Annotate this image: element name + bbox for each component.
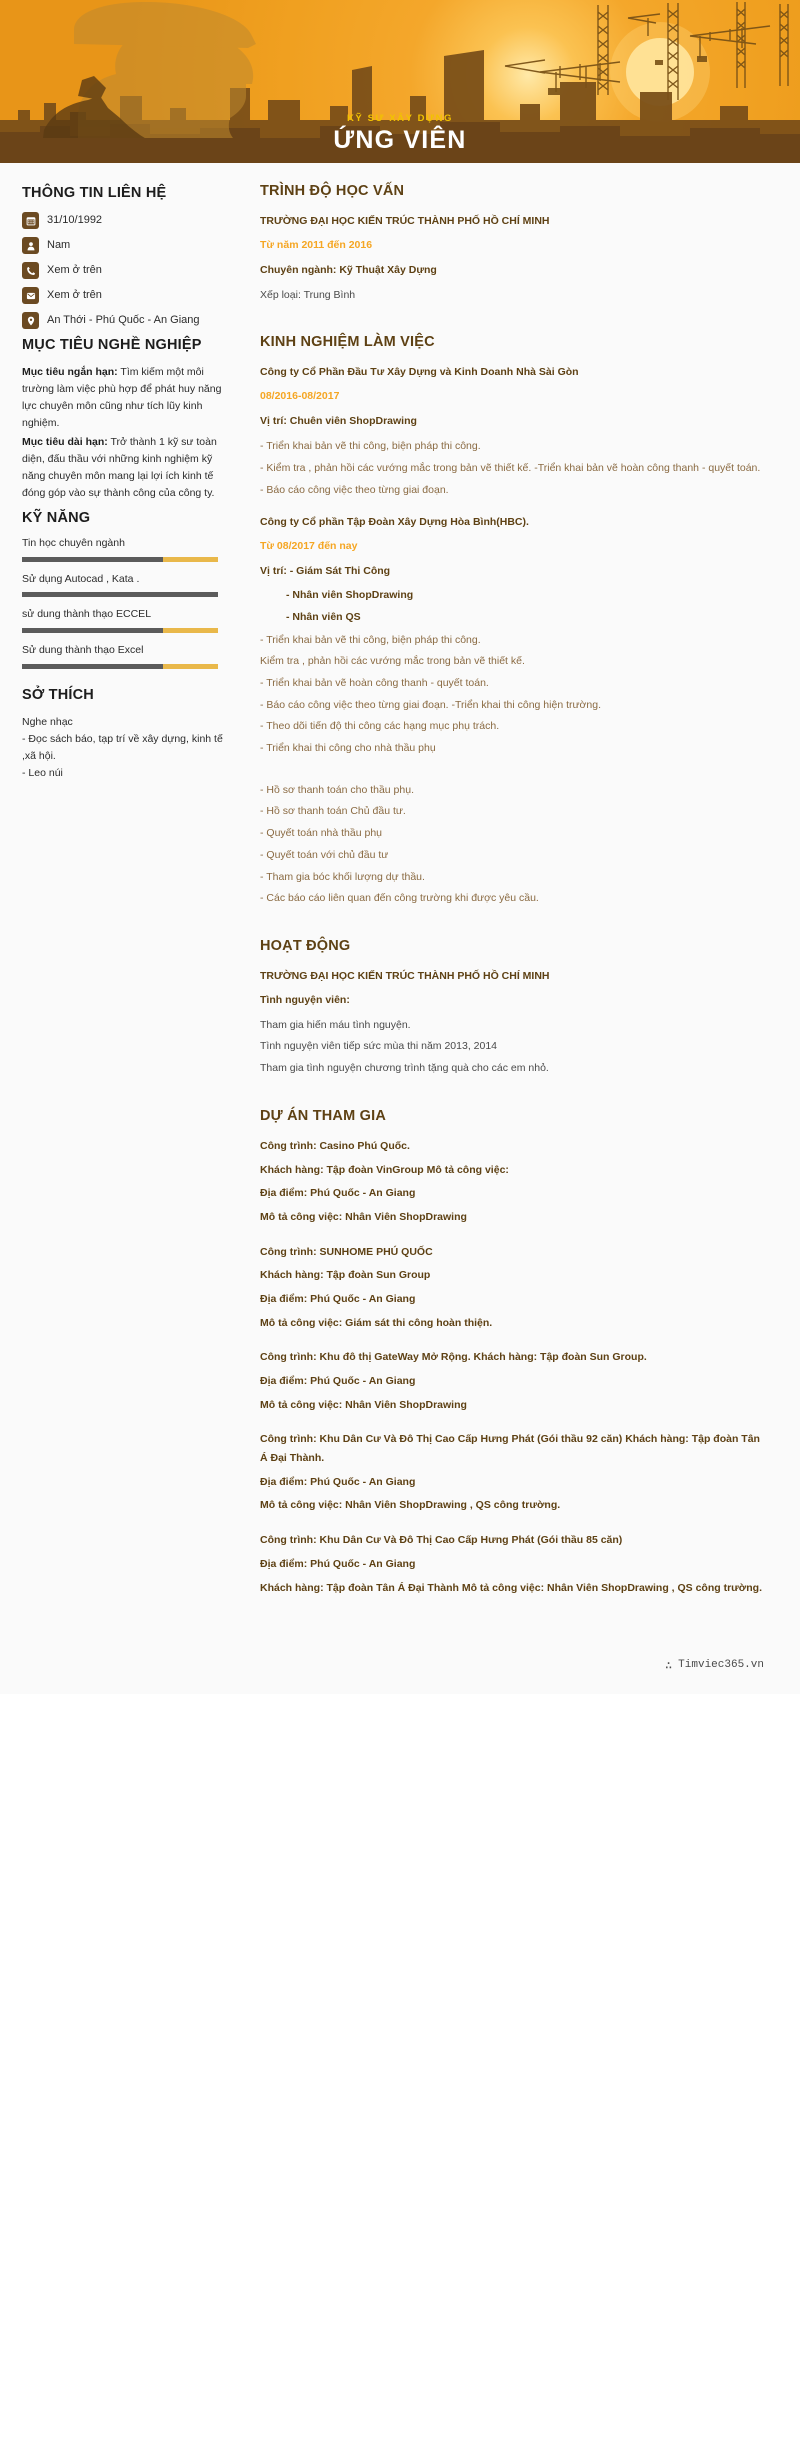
- experience-duty: - Quyết toán với chủ đầu tư: [260, 848, 389, 861]
- project-line: Địa điểm: Phú Quốc - An Giang: [260, 1557, 416, 1570]
- hobby-heading: SỞ THÍCH: [22, 686, 94, 703]
- skill-progress-bar: [22, 628, 218, 633]
- project-line: Công trình: Khu đô thị GateWay Mở Rộng. Khách hàng: Tập đoàn Sun Group.: [260, 1351, 647, 1364]
- skill-progress-fill: [22, 557, 163, 562]
- phone-icon: [22, 262, 39, 279]
- hobby-line: - Đọc sách báo, tạp trí về xây dựng, kinh tế ,xã hội.: [22, 732, 223, 762]
- project-line: Công trình: Casino Phú Quốc.: [260, 1139, 410, 1152]
- project-line: Địa điểm: Phú Quốc - An Giang: [260, 1375, 416, 1388]
- project-line: Mô tả công việc: Nhân Viên ShopDrawing: [260, 1398, 467, 1411]
- contact-item-birthdate: [22, 212, 234, 229]
- skill-label: Sử dung thành thạo Excel: [22, 643, 144, 656]
- contact-heading: THÔNG TIN LIÊN HỆ: [22, 185, 167, 201]
- objective-long: [22, 434, 234, 502]
- education-period: Từ năm 2011 đến 2016: [260, 239, 373, 252]
- hero-title-block: [0, 113, 800, 153]
- activities-line: Tham gia hiến máu tình nguyện.: [260, 1018, 411, 1031]
- skill-label: Sử dụng Autocad , Kata .: [22, 572, 140, 585]
- project-item: [260, 1531, 766, 1597]
- experience-sub-position: - Nhân viên QS: [286, 610, 361, 623]
- project-line: Mô tả công việc: Nhân Viên ShopDrawing: [260, 1210, 467, 1223]
- skill-progress-fill: [22, 592, 218, 597]
- experience-duty: - Kiểm tra , phản hồi các vướng mắc trong bản vẽ thiết kế. -Triển khai bản vẽ hoàn công thanh - quyết toán.: [260, 461, 761, 474]
- project-line: Mô tả công việc: Nhân Viên ShopDrawing , QS công trường.: [260, 1499, 561, 1512]
- skill-progress-bar: [22, 664, 218, 669]
- experience-duty: Kiểm tra , phản hồi các vướng mắc trong bản vẽ thiết kế.: [260, 655, 525, 668]
- skill-item: [22, 537, 234, 562]
- skill-item: [22, 608, 234, 633]
- skill-label: sử dung thành thạo ECCEL: [22, 608, 152, 621]
- project-line: Địa điểm: Phú Quốc - An Giang: [260, 1292, 416, 1305]
- skills-heading: KỸ NĂNG: [22, 510, 91, 526]
- skill-progress-bar: [22, 592, 218, 597]
- experience-item: [260, 513, 766, 908]
- objective-short-text: Tìm kiếm một môi trường làm việc phù hợp để phát huy năng lực chuyên môn cũng như tích lũy kinh nghiệm.: [22, 366, 222, 429]
- project-line: Khách hàng: Tập đoàn Tân Á Đại Thành Mô tả công việc: Nhân Viên ShopDrawing , QS công trường.: [260, 1581, 762, 1594]
- skill-progress-bar: [22, 557, 218, 562]
- contact-item-address: [22, 312, 234, 329]
- experience-duty: - Triển khai bản vẽ thi công, biện pháp thi công.: [260, 440, 481, 453]
- experience-sub-position: - Nhân viên ShopDrawing: [286, 588, 414, 601]
- skill-item: [22, 644, 234, 669]
- skill-item: [22, 573, 234, 598]
- activities-line: Tình nguyện viên tiếp sức mùa thi năm 2013, 2014: [260, 1040, 498, 1053]
- skill-progress-fill: [22, 664, 163, 669]
- objective-short: [22, 364, 234, 432]
- experience-duty: - Báo cáo công việc theo từng giai đoạn.: [260, 483, 449, 496]
- project-line: Công trình: SUNHOME PHÚ QUỐC: [260, 1245, 433, 1258]
- hero-banner: [0, 0, 800, 163]
- objective-short-label: Mục tiêu ngắn hạn:: [22, 366, 118, 378]
- cv-content: [0, 163, 800, 1636]
- hobby-line: Nghe nhạc: [22, 715, 73, 728]
- project-line: Mô tả công việc: Giám sát thi công hoàn thiện.: [260, 1316, 493, 1329]
- project-item: [260, 1243, 766, 1333]
- education-heading: TRÌNH ĐỘ HỌC VẤN: [260, 183, 405, 199]
- experience-position: Vị trí: Chuên viên ShopDrawing: [260, 415, 417, 428]
- contact-item-email[interactable]: [22, 287, 234, 304]
- experience-duty: - Quyết toán nhà thầu phụ: [260, 827, 383, 840]
- brand-logo[interactable]: [665, 1658, 764, 1673]
- location-pin-icon: [22, 312, 39, 329]
- education-school: TRƯỜNG ĐẠI HỌC KIẾN TRÚC THÀNH PHỐ HỒ CHÍ MINH: [260, 215, 550, 227]
- experience-period: 08/2016-08/2017: [260, 390, 340, 403]
- contact-item-phone[interactable]: [22, 262, 234, 279]
- page-footer: [0, 1636, 800, 1694]
- experience-position: Vị trí: - Giám Sát Thi Công: [260, 565, 391, 578]
- sidebar-column: [0, 163, 250, 806]
- activities-role: Tình nguyện viên:: [260, 993, 350, 1006]
- experience-duty: - Hồ sơ thanh toán Chủ đầu tư.: [260, 805, 406, 818]
- experience-duty: - Triển khai bản vẽ thi công, biện pháp thi công.: [260, 633, 481, 646]
- project-line: Địa điểm: Phú Quốc - An Giang: [260, 1187, 416, 1200]
- projects-heading: DỰ ÁN THAM GIA: [260, 1107, 386, 1124]
- envelope-icon: [22, 287, 39, 304]
- contact-value: Xem ở trên: [47, 263, 102, 276]
- hero-title: ỨNG VIÊN: [333, 125, 467, 154]
- experience-duty: - Các báo cáo liên quan đến công trường khi được yêu cầu.: [260, 892, 539, 905]
- contact-item-gender: [22, 237, 234, 254]
- activities-organization: TRƯỜNG ĐẠI HỌC KIẾN TRÚC THÀNH PHỐ HỒ CHÍ MINH: [260, 969, 550, 982]
- objective-long-label: Mục tiêu dài hạn:: [22, 436, 108, 448]
- experience-period: Từ 08/2017 đến nay: [260, 540, 358, 553]
- experience-duty: - Báo cáo công việc theo từng giai đoạn. -Triển khai thi công hiện trường.: [260, 698, 601, 711]
- project-line: Công trình: Khu Dân Cư Và Đô Thị Cao Cấp Hưng Phát (Gói thầu 92 căn) Khách hàng: Tập đoàn Tân Á Đại Thành.: [260, 1433, 760, 1465]
- skill-progress-fill: [22, 628, 163, 633]
- hero-subtitle: KỸ SƯ XÂY DỰNG: [346, 112, 454, 124]
- project-item: [260, 1348, 766, 1414]
- contact-value: An Thới - Phú Quốc - An Giang: [47, 313, 200, 326]
- experience-company: Công ty Cổ Phần Đầu Tư Xây Dựng và Kinh Doanh Nhà Sài Gòn: [260, 366, 579, 379]
- experience-company: Công ty Cổ phần Tập Đoàn Xây Dựng Hòa Bình(HBC).: [260, 516, 529, 529]
- experience-item: [260, 363, 766, 499]
- objective-long-text: Trở thành 1 kỹ sư toàn diện, đấu thầu với những kinh nghiệm kỹ năng chuyên môn mang lại lợi ích kinh tế đóng góp vào sự thành công của công ty.: [22, 436, 217, 499]
- brand-name: Timviec365.vn: [678, 1659, 764, 1672]
- hobby-line: - Leo núi: [22, 766, 63, 779]
- education-major: Chuyên ngành: Kỹ Thuật Xây Dựng: [260, 263, 437, 276]
- experience-duty: - Tham gia bóc khối lượng dự thầu.: [260, 870, 425, 883]
- main-column: [250, 163, 800, 1626]
- project-item: [260, 1430, 766, 1515]
- project-line: Công trình: Khu Dân Cư Và Đô Thị Cao Cấp Hưng Phát (Gói thầu 85 căn): [260, 1534, 623, 1547]
- education-grade: Xếp loại: Trung Bình: [260, 288, 356, 301]
- contact-value: Xem ở trên: [47, 288, 102, 301]
- project-line: Khách hàng: Tập đoàn VinGroup Mô tả công việc:: [260, 1163, 509, 1176]
- project-line: Khách hàng: Tập đoàn Sun Group: [260, 1269, 431, 1282]
- experience-duty: - Triển khai bản vẽ hoàn công thanh - quyết toán.: [260, 677, 489, 690]
- activities-line: Tham gia tình nguyện chương trình tặng quà cho các em nhỏ.: [260, 1062, 549, 1075]
- calendar-icon: [22, 212, 39, 229]
- contact-value: 31/10/1992: [47, 213, 103, 226]
- activities-heading: HOẠT ĐỘNG: [260, 937, 351, 954]
- project-item: [260, 1137, 766, 1227]
- person-icon: [22, 237, 39, 254]
- contact-value: Nam: [47, 238, 71, 251]
- project-line: Địa điểm: Phú Quốc - An Giang: [260, 1475, 416, 1488]
- experience-heading: KINH NGHIỆM LÀM VIỆC: [260, 334, 435, 351]
- experience-duty: - Hồ sơ thanh toán cho thầu phụ.: [260, 783, 414, 796]
- objective-heading: MỤC TIÊU NGHỀ NGHIỆP: [22, 337, 202, 353]
- experience-duty: - Triển khai thi công cho nhà thầu phụ: [260, 742, 436, 755]
- experience-duty: - Theo dõi tiến độ thi công các hạng mục phụ trách.: [260, 720, 500, 733]
- therefore-mark-icon: ∴: [664, 1658, 673, 1673]
- skill-label: Tin học chuyên ngành: [22, 537, 125, 549]
